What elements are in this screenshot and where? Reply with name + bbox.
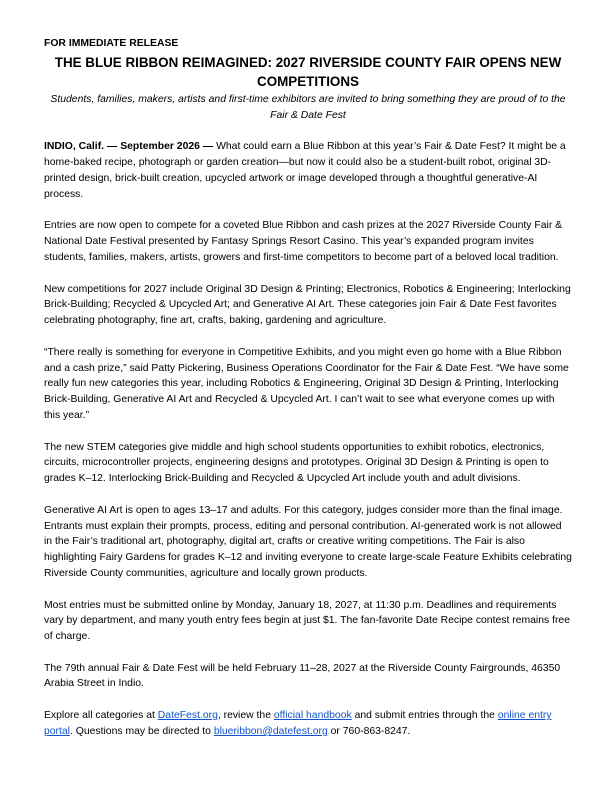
paragraph-stem-categories: The new STEM categories give middle and high school students opportunities to exhibit robotics, electronics, circuits, microcontroller projects, engineering designs and prototypes. Original 3D Design & Printing is open to grades K–12. Interlocking Brick-Building and Recycled & Upcycled Art include youth and adult divisions. <box>44 441 549 485</box>
entry-portal-link[interactable]: online entry portal <box>44 710 552 737</box>
contact-text-3: and submit entries through the <box>351 710 498 722</box>
datefest-link[interactable]: DateFest.org <box>157 710 218 722</box>
press-release <box>44 37 572 740</box>
dateline: INDIO, Calif. — September 2026 — <box>44 141 214 153</box>
intro-text: What could earn a Blue Ribbon at this year’s Fair & Date Fest? It might be a home-baked recipe, photograph or garden creation—but now it could also be a student-built robot, original 3D-printed design, brick-built creation, upcycled artwork or image developed through a thoughtful generative-AI process. <box>44 141 566 200</box>
paragraph-entries-open: Entries are now open to compete for a coveted Blue Ribbon and cash prizes at the 2027 Riverside County Fair & National Date Festival presented by Fantasy Springs Resort Casino. This year’s expanded program invites students, families, makers, artists, growers and first-time competitors to become part of a beloved local tradition. <box>44 220 563 263</box>
paragraph-new-competitions: New competitions for 2027 include Original 3D Design & Printing; Electronics, Robotics & Engineering; Interlocking Brick-Building; Recycled & Upcycled Art; and Generative AI Art. These categories join Fair & Date Fest favorites celebrating photography, fine art, crafts, baking, gardening and agriculture. <box>44 283 571 327</box>
paragraph-contact <box>44 708 572 740</box>
subheadline: Students, families, makers, artists and first-time exhibitors are invited to bring something they are proud of to the Fair & Date Fest <box>50 94 566 121</box>
paragraph-intro <box>44 139 572 202</box>
contact-text-2: , review the <box>217 710 274 722</box>
contact-text-4: . Questions may be directed to <box>70 725 214 737</box>
email-link[interactable]: blueribbon@datefest.org <box>213 725 328 737</box>
handbook-link[interactable]: official handbook <box>273 710 352 722</box>
contact-text-1: Explore all categories at <box>44 710 158 722</box>
paragraph-event-dates: The 79th annual Fair & Date Fest will be held February 11–28, 2027 at the Riverside County Fairgrounds, 46350 Arabia Street in Indio. <box>44 662 561 690</box>
paragraph-quote: “There really is something for everyone in Competitive Exhibits, and you might even go home with a Blue Ribbon and a cash prize,” said Patty Pickering, Business Operations Coordinator for the Fair & Date Fest. “We have some really fun new categories this year, including Robotics & Engineering, Original 3D Design & Printing, Interlocking Brick-Building, Generative AI Art and Recycled & Upcycled Art. I can’t wait to see what everyone comes up with this year.” <box>44 346 569 421</box>
release-label: FOR IMMEDIATE RELEASE <box>44 38 179 49</box>
headline: THE BLUE RIBBON REIMAGINED: 2027 RIVERSIDE COUNTY FAIR OPENS NEW COMPETITIONS <box>54 55 562 89</box>
contact-text-5: or 760-863-8247. <box>327 725 411 737</box>
paragraph-deadlines: Most entries must be submitted online by Monday, January 18, 2027, at 11:30 p.m. Deadlines and requirements vary by department, and many youth entry fees begin at just $1. The fan-favorite Date Recipe contest remains free of charge. <box>44 599 570 643</box>
paragraph-generative-ai: Generative AI Art is open to ages 13–17 and adults. For this category, judges consider more than the final image. Entrants must explain their prompts, process, editing and personal contribution. AI-generated work is not allowed in the Fair’s traditional art, photography, digital art, crafts or creative writing competitions. The Fair is also highlighting Fairy Gardens for grades K–12 and inviting everyone to create large-scale Feature Exhibits celebrating Riverside County communities, agriculture and locally grown products. <box>44 504 572 579</box>
